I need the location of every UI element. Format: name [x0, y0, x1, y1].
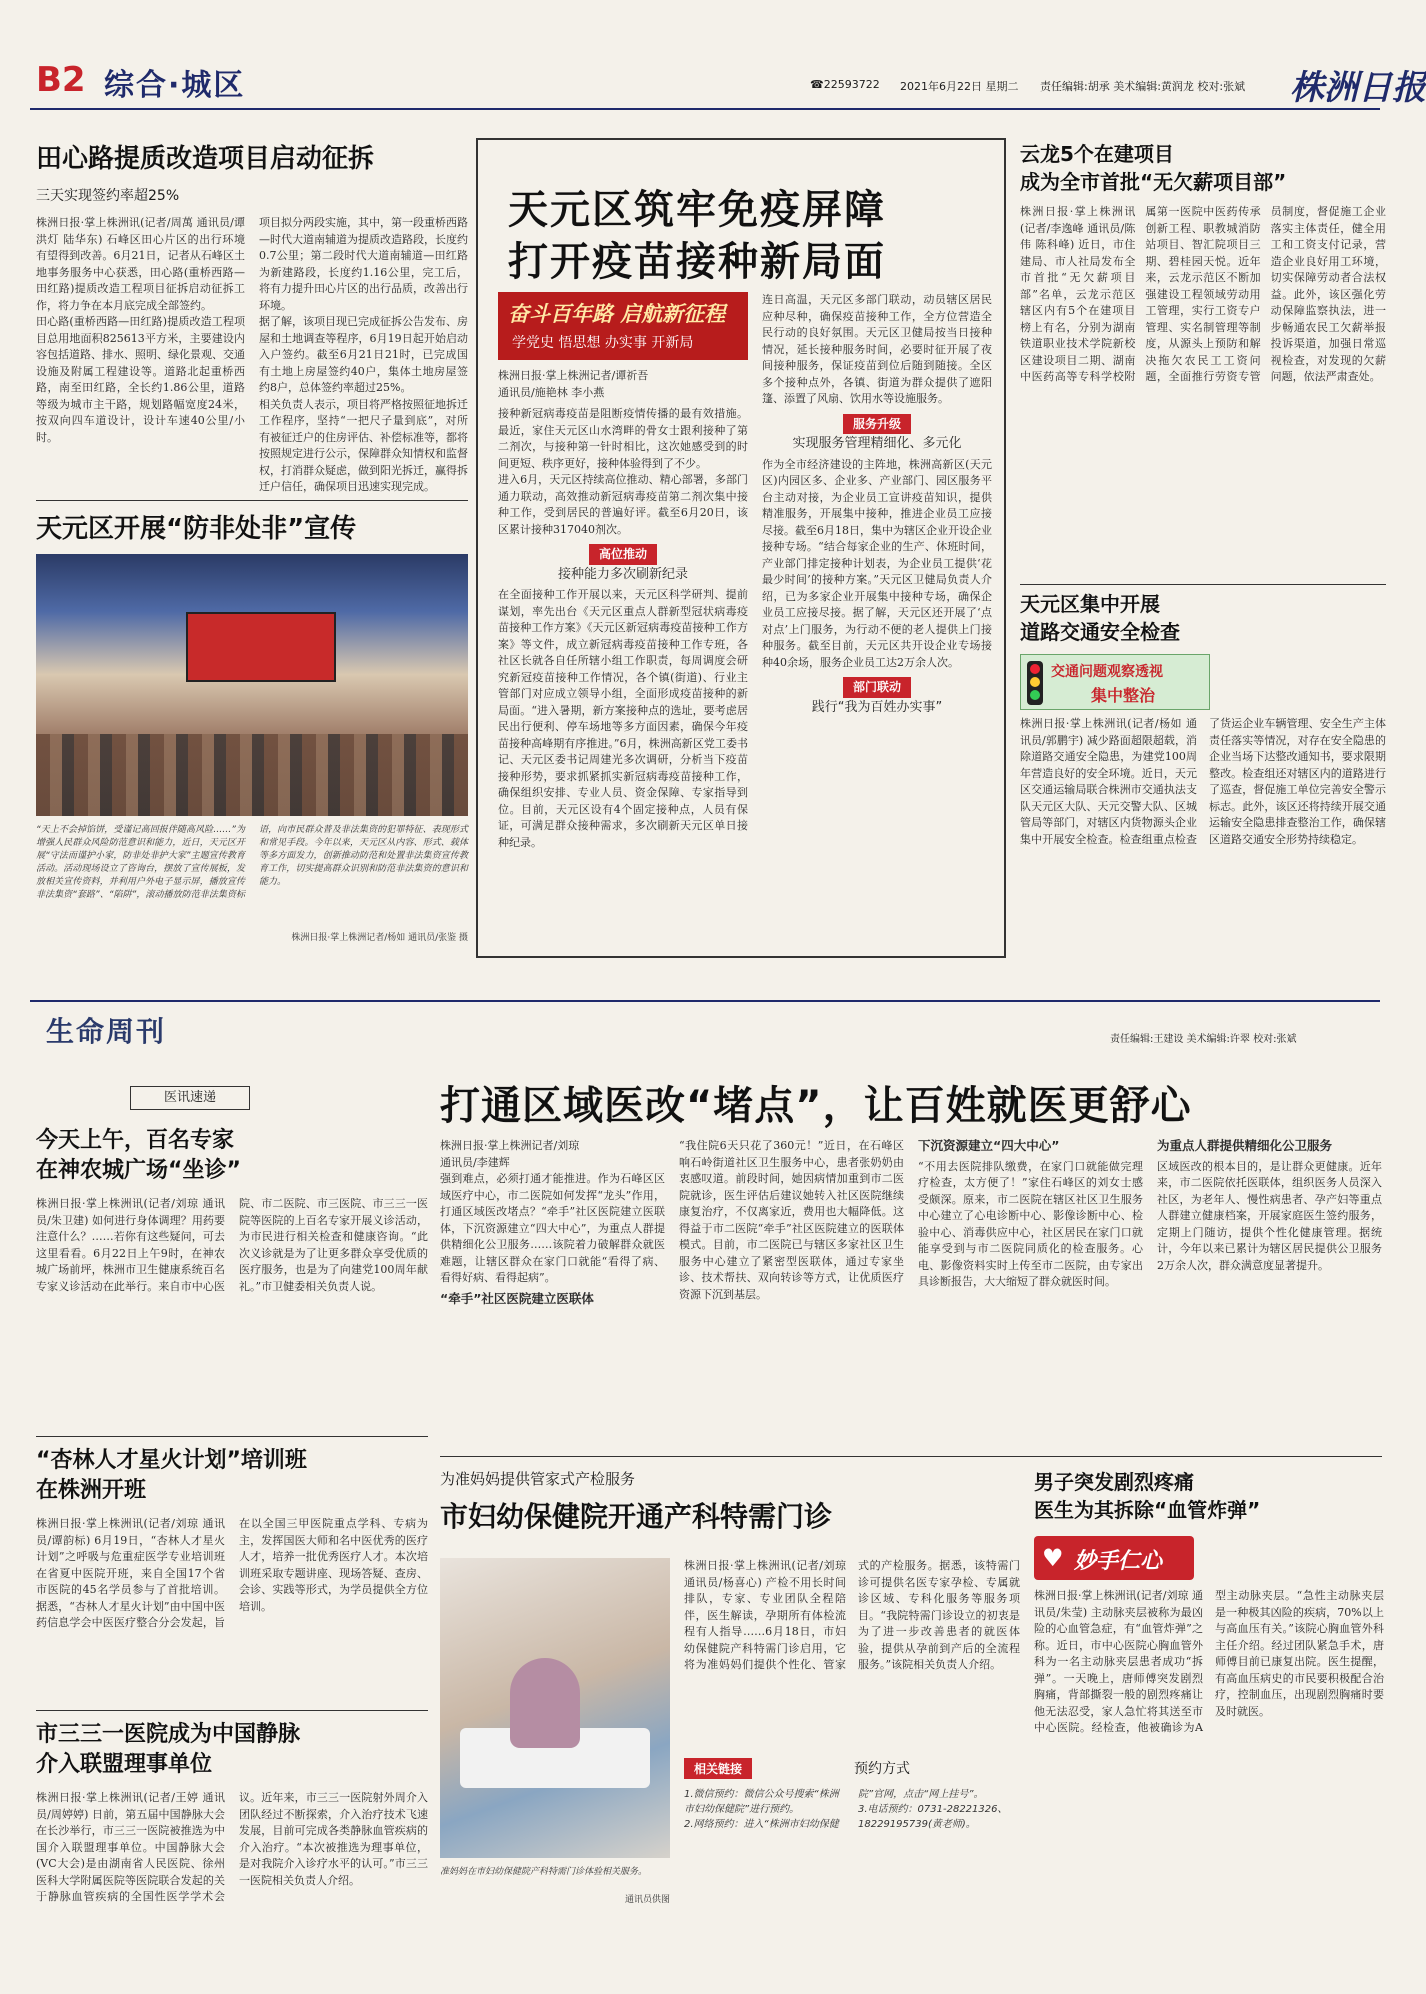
- article-title-line-1: 市三三一医院成为中国静脉: [36, 1722, 301, 1747]
- divider: [1020, 584, 1386, 585]
- article-title-line-1: 男子突发剧烈疼痛: [1034, 1470, 1194, 1494]
- paragraph: 作为全市经济建设的主阵地，株洲高新区(天元区)内园区多、企业多、产业部门、园区服务平台主动对接，为企业员工宣讲疫苗知识，提供精准服务，开展集中接种，推进企业员工应接尽接。截至6月18日，集中为辖区企业开设企业接种专场。“结合每家企业的生产、休班时间，产业部门排定接种计划表，为企业员工提供‘花最少时间’的接种方案。”天元区卫健局负责人介绍，已为多家企业开展集中接种专场，确保企业员工应接尽接。据了解，天元区还开展了‘点对点’上门服务，为行动不便的老人提供上门接种服务。截至目前，天元区共开设企业专场接种40余场，服务企业员工达2万余人次。: [762, 457, 992, 669]
- article-title-line-1: 云龙5个在建项目: [1020, 142, 1174, 166]
- photo-caption: “天上不会掉馅饼，受谨记高回报伴随高风险……”为增强人民群众风险防范意识和能力，近日，天元区开展“守法而谨护小家，防非处非护大家”主题宣传教育活动。活动现场设立了咨询台，摆放了宣传展板，发放相关宣传资料，并利用户外电子显示屏，播放宣传非法集资“套路”、“陷阱”，滚动播放防范非法集资标语，向市民群众普及非法集资的犯罪特征、表现形式和常见手段。今年以来，天元区从内容、形式、载体等多方面发力，创新推动防范和处置非法集资宣传教育工作，切实提高群众识别和防范非法集资的意识和能力。: [36, 825, 468, 900]
- article-title-line-2: 医生为其拆除“血管炸弹”: [1034, 1498, 1261, 1522]
- maternity-photo: [440, 1558, 670, 1858]
- subhead: 为重点人群提供精细化公卫服务: [1157, 1138, 1333, 1153]
- divider: [36, 500, 468, 501]
- article-kicker: 为准妈妈提供管家式产检服务: [440, 1470, 636, 1488]
- subhead: 下沉资源建立“四大中心”: [918, 1138, 1060, 1153]
- article-body: 株洲日报·掌上株洲讯(记者/刘琼 通讯员/朱卫建) 如何进行身体调理？用药要注意什么？……若你有这些疑问，可去这里看看。6月22日上午9时，在神农城广场前坪，株洲市卫生健康系统百名专家义诊活动在此举行。来自市中心医院、市二医院、市三医院、市三三一医院等医院的上百名专家开展义诊活动，为市民进行相关检查和健康咨询。“此次义诊就是为了让更多群众享受优质的医疗服务，也是为了向建党100周年献礼。”市卫健委相关负责人说。: [36, 1197, 428, 1293]
- article-body: 株洲日报·掌上株洲讯(记者/李逸峰 通讯员/陈伟 陈科峰) 近日，市住建局、市人社局发布全市首批“无欠薪项目部”名单，云龙示范区辖区内有5个在建项目榜上有名，分别为湖南铁道职业技术学院新校区建设项目二期、湖南中医药高等专科学校附属第一医院中医药传承创新工程、职教城消防站项目、智汇院项目三期、碧桂园天悦。近年来，云龙示范区不断加强建设工程领域劳动用工管理，实行工资专户管理、实名制管理等制度，从源头上预防和解决拖欠农民工工资问题，全面推行劳资专管员制度，督促施工企业落实主体责任，健全用工和工资支付记录，营造企业良好用工环境，切实保障劳动者合法权益。此外，该区强化劳动保障监察执法，进一步畅通农民工欠薪举报投诉渠道，加强日常巡视检查，对发现的欠薪问题，依法严肃查处。: [1020, 205, 1386, 383]
- stage-screen: [186, 612, 336, 682]
- article-title-line-2: 介入联盟理事单位: [36, 1752, 213, 1777]
- editors: 责任编辑:胡承 美术编辑:黄润龙 校对:张斌: [1040, 80, 1246, 93]
- article-expert-clinic: [36, 1126, 428, 1426]
- section-name: 综合·城区: [104, 68, 246, 103]
- life-section-title: 生命周刊: [46, 1015, 167, 1048]
- appointment-title: 预约方式: [854, 1761, 910, 1777]
- paragraph: “我住院6天只花了360元！”近日，在石峰区响石岭街道社区卫生服务中心，患者张奶奶由衷感叹道。前段时间，她因病情加重到市二医院就诊，医生评估后建议她转入社区医院继续康复治疗，不仅离家近，费用也大幅降低。这得益于市二医院“牵手”社区医院建立的医联体模式。目前，市二医院已与辖区多家社区卫生服务中心建立了紧密型医联体，通过专家坐诊、技术帮扶、双向转诊等方式，让优质医疗资源下沉到基层。: [679, 1139, 904, 1301]
- paragraph: 相关负责人表示，项目将严格按照征地拆迁工作程序，坚持“一把尺子量到底”，对所有被征迁户的住房评估、补偿标准等，都将按照规定进行公示，保障群众知情权和监督权，打消群众疑虑，做到阳光拆迁，赢得拆迁户信任，确保项目迅速实现完成。: [259, 397, 468, 493]
- subhead-tag: 部门联动: [843, 677, 911, 698]
- paragraph: 项目拟分两段实施，其中，第一段重桥西路—时代大道南辅道为提质改造路段，长度约0.7公里；第二段时代大道南辅道—田红路为新建路段，长度约1.16公里，完工后，将有力提升田心片区的出行品质，改善出行环境。: [259, 216, 468, 312]
- article-title: 市妇幼保健院开通产科特需门诊: [440, 1500, 833, 1533]
- phone-icon: ☎: [810, 78, 824, 91]
- article-aortic-dissection: [1034, 1468, 1384, 1978]
- header-rule: [30, 108, 1380, 110]
- banner-sub: 学党史 悟思想 办实事 开新局: [512, 335, 694, 351]
- article-tianxin-road: [36, 138, 468, 498]
- paragraph: “不用去医院排队缴费，在家门口就能做完理疗检查，太方便了！”家住石峰区的刘女士感受颇深。原来，市二医院在辖区社区卫生服务中心建立了心电诊断中心、影像诊断中心、检验中心、消毒供应中心，社区居民在家门口就能享受到与市二医院同质化的检查服务。心电、影像资料实时上传至市二医院，由专家出具诊断报告，大大缩短了群众就医时间。: [918, 1159, 1143, 1288]
- article-vaccine-box: [476, 138, 1006, 958]
- crowd: [36, 734, 468, 816]
- article-title-line-2: 在株洲开班: [36, 1478, 147, 1503]
- article-title-line-2: 道路交通安全检查: [1020, 620, 1180, 644]
- article-traffic-safety: [1020, 590, 1386, 958]
- article-subtitle: 三天实现签约率超25%: [36, 188, 180, 204]
- phone-number: 22593722: [823, 78, 880, 91]
- subhead-tag: 服务升级: [843, 414, 911, 435]
- article-title-line-1: 天元区集中开展: [1020, 592, 1160, 616]
- article-yunlong-projects: [1020, 140, 1386, 580]
- news-tag-label: 医讯速递: [163, 1090, 216, 1105]
- paragraph: 接种新冠病毒疫苗是阻断疫情传播的最有效措施。最近，家住天元区山水湾畔的骨女士跟利接种了第二剂次，与接种第一针时相比，这次她感受到的时间更短、秩序更好，接种体验得到了不少。: [498, 407, 748, 470]
- subhead: 践行“我为百姓办实事”: [811, 699, 943, 715]
- badge-line-1: 交通问题观察透视: [1051, 664, 1163, 680]
- paragraph: 在全面接种工作开展以来，天元区科学研判、提前谋划，率先出台《天元区重点人群新型冠状病毒疫苗接种工作方案》《天元区新冠病毒疫苗接种工作方案》等文件，成立新冠病毒疫苗接种工作专班，各社区长就各自任所辖小组工作职责，每周调度会研究新冠疫苗接种工作情况，各个镇(街道)、行业主管部门对应成立领导小组，全面形成疫苗接种的新局面。“进入暑期，新方案接种点的选址，要考虑居民出行便利、停车场地等多方面因素，确保今年疫苗接种高峰期有序推进。”6月，株洲高新区党工委书记、天元区委书记周建光多次调研，分析当下疫苗接种形势，要求抓紧抓实新冠病毒疫苗接种工作，确保组织安排、专业人员、资金保障、专家指导到位。目前，天元区设有4个固定接种点，人员有保证，可满足群众接种需求，多次刷新天元区单日接种纪录。: [498, 588, 748, 849]
- article-title: 天元区开展“防非处非”宣传: [36, 514, 357, 544]
- heart-icon: ♥: [1042, 1544, 1064, 1572]
- headline-line-1: 天元区筑牢免疫屏障: [508, 187, 886, 233]
- page-number: B2: [36, 60, 86, 100]
- section-rule: [30, 1000, 1380, 1002]
- paragraph: 株洲日报·掌上株洲讯(记者/周萬 通讯员/谭洪灯 陆华东) 石峰区田心片区的出行环境有望得到改善。6月21日，记者从石峰区土地事务服务中心获悉，田心路(重桥西路—田红路)提质改造工程项目征拆启动征拆工作，将力争在本月底完成全部签约。: [36, 216, 245, 312]
- article-title-line-2: 在神农城广场“坐诊”: [36, 1158, 241, 1183]
- traffic-light-icon: [1027, 661, 1043, 705]
- subhead: 接种能力多次刷新纪录: [557, 566, 688, 582]
- subhead: “牵手”社区医院建立医联体: [440, 1290, 594, 1306]
- paragraph: 强到难点，必须打通才能推进。作为石峰区区域医疗中心，市二医院如何发挥“龙头”作用，打通区域医改堵点？“牵手”社区医院建立医联体，下沉资源建立“四大中心”，为重点人群提供精细化公卫服务……该院着力破解群众就医难题，让辖区群众在家门口就能“看得了病、看得好病、看得起病”。: [440, 1172, 665, 1284]
- article-body: 株洲日报·掌上株洲讯(记者/王婷 通讯员/周婷婷) 日前，第五届中国静脉大会在长沙举行，市三三一医院被推选为中国介入联盟理事单位。中国静脉大会(VC大会)是由湖南省人民医院、徐州医科大学附属医院等医院联合发起的关于静脉血管疾病的全国性医学学术会议。近年来，市三三一医院射外周介入团队经过不断探索，介入治疗技术飞速发展，目前可完成各类静脉血管疾病的介入治疗。“本次被推选为理事单位，是对我院介入诊疗水平的认可。”市三三一医院相关负责人介绍。: [36, 1791, 428, 1903]
- article-title-line-1: “杏林人才星火计划”培训班: [36, 1448, 307, 1473]
- main-headline: 打通区域医改“堵点”，让百姓就医更舒心: [440, 1083, 1192, 1129]
- divider: [36, 1710, 428, 1711]
- party-banner: [498, 292, 748, 360]
- article-body: 株洲日报·掌上株洲讯(记者/刘琼 通讯员/杨喜心) 产检不用长时间排队，专家、专业团队全程陪伴，医生解读，孕期所有体检流程有人指导……6月18日，市妇幼保健院产科特需门诊启用，它将为准妈妈们提供个性化、管家式的产检服务。据悉，该特需门诊可提供名医专家孕检、专属就诊区域、专科化服务等服务项目。“我院特需门诊设立的初衷是为了进一步改善患者的就医体验，提供从孕前到产后的全流程服务。”该院相关负责人介绍。: [684, 1559, 1020, 1671]
- article-title-line-1: 今天上午，百名专家: [36, 1128, 235, 1153]
- byline: 株洲日报·掌上株洲记者/谭祈吾 通讯员/施艳林 李小燕: [498, 369, 649, 399]
- related-link-tag: 相关链接: [684, 1758, 752, 1779]
- article-xinglin-training: [36, 1446, 428, 1702]
- paragraph: 连日高温，天元区多部门联动，动员辖区居民应种尽种，确保疫苗接种工作，全方位营造全民行动的良好氛围。天元区卫健局按当日接种情况，延长接种服务时间，必要时征开展了夜间接种服务，保证疫苗到位后随到随接。全区多个接种点外，各镇、街道为群众提供了遮阳篷、添置了风扇、饮用水等设施服务。: [762, 293, 992, 405]
- related-link-body: 1.微信预约：微信公众号搜索“株洲市妇幼保健院”进行预约。 2.网络预约：进入“株洲市妇幼保健院”官网，点击“网上挂号”。 3.电话预约：0731-28221326、18229195739(黄老师)。: [684, 1789, 1008, 1830]
- article-body: 株洲日报·掌上株洲讯(记者/刘琼 通讯员/朱莹) 主动脉夹层被称为最凶险的心血管急症，有“血管炸弹”之称。近日，市中心医院心胸血管外科为一名主动脉夹层患者成功“拆弹”。一天晚上，唐师傅突发剧烈胸痛，背部撕裂一般的剧烈疼痛让他无法忍受，家人急忙将其送至市中心医院。经检查，他被确诊为A型主动脉夹层。“急性主动脉夹层是一种极其凶险的疾病，70%以上与高血压有关。”该院心胸血管外科主任介绍。经过团队紧急手术，唐师傅目前已康复出院。医生提醒，有高血压病史的市民要积极配合治疗，控制血压，出现剧烈胸痛时要及时就医。: [1034, 1589, 1384, 1734]
- person: [510, 1658, 580, 1748]
- life-editors: 责任编辑:王建设 美术编辑:许翠 校对:张斌: [1110, 1034, 1297, 1045]
- headline-line-2: 打开疫苗接种新局面: [508, 239, 886, 285]
- article-maternity-clinic: [440, 1468, 1020, 1978]
- badge-line-2: 集中整治: [1091, 686, 1156, 705]
- related-link-box: [684, 1758, 1020, 1968]
- traffic-badge: [1020, 654, 1210, 710]
- page-header: [30, 54, 1426, 110]
- paragraph: 区域医改的根本目的，是让群众更健康。近年来，市二医院依托医联体，组织医务人员深入社区，为老年人、慢性病患者、孕产妇等重点人群建立健康档案，开展家庭医生签约服务，定期上门随访，提供个性化健康管理。据统计，今年以来已累计为辖区居民提供公卫服务2万余人次，群众满意度显著提升。: [1157, 1159, 1382, 1272]
- photo-credit: 通讯员供图: [624, 1895, 670, 1905]
- byline: 株洲日报·掌上株洲记者/刘琼 通讯员/李建辉: [440, 1139, 580, 1169]
- paragraph: 进入6月，天元区持续高位推动、精心部署，多部门通力联动，高效推动新冠病毒疫苗第二剂次集中接种工作，受到居民的普遍好评。截至6月20日，该区累计接种317040剂次。: [498, 473, 748, 536]
- article-title: 田心路提质改造项目启动征拆: [36, 144, 375, 174]
- news-tag: [130, 1086, 250, 1110]
- banner-main: 奋斗百年路 启航新征程: [508, 302, 726, 326]
- phone: [810, 78, 880, 91]
- article-anti-illegal-fundraising: [36, 508, 468, 953]
- photo-caption: 准妈妈在市妇幼保健院产科特需门诊体验相关服务。: [440, 1867, 648, 1877]
- divider: [440, 1456, 1382, 1457]
- paragraph: 田心路(重桥西路—田红路)提质改造工程项目总用地面积825613平方米，主要建设内容包括道路、排水、照明、绿化景观、交通设施及附属工程建设等。道路北起重桥西路，南至田红路，全长约1.86公里，道路等级为城市主干路，规划路幅宽度24米，按双向四车道设计，设计车速40公里/小时。: [36, 315, 245, 444]
- date: 2021年6月22日 星期二: [900, 80, 1019, 93]
- article-body: 株洲日报·掌上株洲讯(记者/杨如 通讯员/郭鹏宇) 减少路面超限超载，消除道路交通安全隐患，为建党100周年营造良好的安全环境。近日，天元区交通运输局联合株洲市交通执法支队天元区大队、天元交警大队、区城管局等部门，对辖区内货物源头企业集中开展安全检查。检查组重点检查了货运企业车辆管理、安全生产主体责任落实等情况，对存在安全隐患的企业当场下达整改通知书，要求限期整改。检查组还对辖区内的道路进行了巡查，督促施工单位完善安全警示标志。此外，该区还将持续开展交通运输安全隐患排查整治工作，确保辖区道路交通安全形势持续稳定。: [1020, 717, 1386, 846]
- article-body: 株洲日报·掌上株洲讯(记者/刘琼 通讯员/谭韵标) 6月19日，“杏林人才星火计划”之呼吸与危重症医学专业培训班在省夏中医院开班，来自全国17个省市医院的45名学员参与了首批培训。据悉，“杏林人才星火计划”由中国中医药信息学会中医医疗整合分会发起，旨在以全国三甲医院重点学科、专病为主，发挥国医大师和名中医优秀的医疗人才，培养一批优秀医疗人才。本次培训班采取专题讲座、现场答疑、查房、会诊、实践等形式，为学员提供全方位培训。: [36, 1517, 428, 1629]
- subhead-tag: 高位推动: [589, 544, 657, 565]
- photo-credit: 株洲日报·掌上株洲记者/杨如 通讯员/张鉴 摄: [291, 933, 468, 943]
- paper-name: 株洲日报: [1290, 68, 1426, 108]
- column-logo-text: 妙手仁心: [1074, 1549, 1163, 1574]
- divider: [36, 1436, 428, 1437]
- column-logo: [1034, 1536, 1194, 1580]
- article-medical-reform: [440, 1138, 1382, 1438]
- event-photo: [36, 554, 468, 816]
- article-title-line-2: 成为全市首批“无欠薪项目部”: [1020, 170, 1287, 194]
- article-331-hospital: [36, 1720, 428, 1976]
- paragraph: 据了解，该项目现已完成征拆公告发布、房屋和土地调查等程序，6月19日起开始启动入户签约。截至6月21日21时，已完成国有土地上房屋签约40户，集体土地房屋签约8户，总体签约率超过25%。: [259, 315, 468, 394]
- subhead: 实现服务管理精细化、多元化: [792, 436, 962, 451]
